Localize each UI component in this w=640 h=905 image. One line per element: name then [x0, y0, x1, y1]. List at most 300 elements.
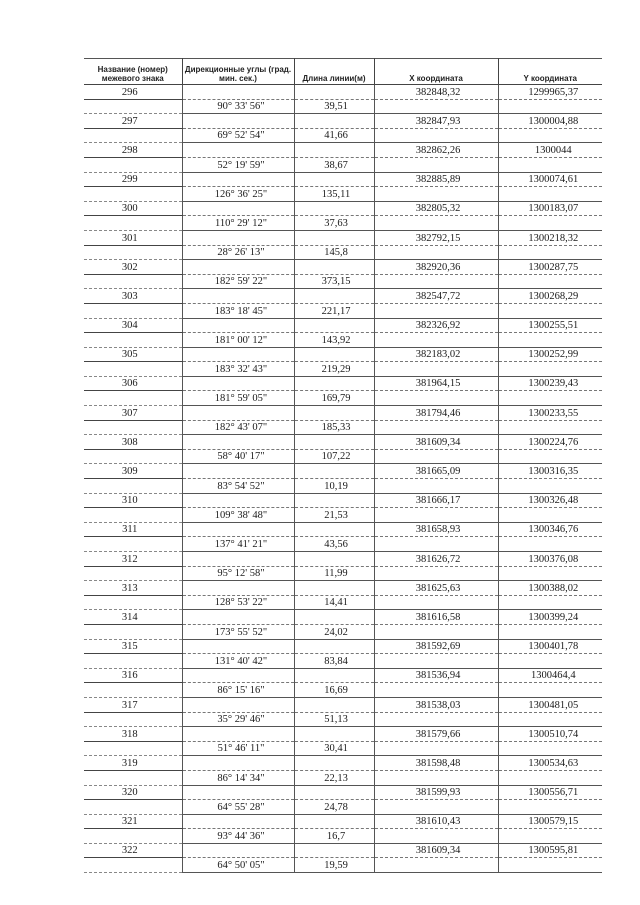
- direction-angle: 126° 36' 25": [182, 187, 294, 202]
- empty-cell: [294, 639, 374, 654]
- line-length: 10,19: [294, 479, 374, 494]
- table-row-point: [84, 114, 602, 129]
- table-row-point: [84, 230, 602, 245]
- y-coordinate: 1300401,78: [498, 639, 602, 654]
- table-row-point: [84, 697, 602, 712]
- empty-cell: [182, 464, 294, 479]
- table-row-segment: [84, 741, 602, 756]
- point-name: 310: [84, 493, 182, 508]
- table-row-segment: [84, 420, 602, 435]
- empty-cell: [374, 595, 498, 610]
- x-coordinate: 381794,46: [374, 406, 498, 421]
- direction-angle: 182° 43' 07": [182, 420, 294, 435]
- direction-angle: 131° 40' 42": [182, 654, 294, 669]
- y-coordinate: 1300556,71: [498, 785, 602, 800]
- point-name: 318: [84, 727, 182, 742]
- table-row-point: [84, 289, 602, 304]
- empty-cell: [84, 245, 182, 260]
- table-row-segment: [84, 391, 602, 406]
- empty-cell: [294, 230, 374, 245]
- empty-cell: [182, 435, 294, 450]
- point-name: 302: [84, 260, 182, 275]
- table-row-segment: [84, 449, 602, 464]
- line-length: 30,41: [294, 741, 374, 756]
- empty-cell: [374, 420, 498, 435]
- y-coordinate: 1300074,61: [498, 172, 602, 187]
- table-row-segment: [84, 303, 602, 318]
- empty-cell: [84, 391, 182, 406]
- point-name: 320: [84, 785, 182, 800]
- direction-angle: 28° 26' 13": [182, 245, 294, 260]
- point-name: 301: [84, 230, 182, 245]
- x-coordinate: 381609,34: [374, 843, 498, 858]
- x-coordinate: 382183,02: [374, 347, 498, 362]
- y-coordinate: 1300510,74: [498, 727, 602, 742]
- line-length: 16,69: [294, 683, 374, 698]
- empty-cell: [374, 479, 498, 494]
- y-coordinate: 1300481,05: [498, 697, 602, 712]
- empty-cell: [84, 829, 182, 844]
- empty-cell: [498, 333, 602, 348]
- point-name: 299: [84, 172, 182, 187]
- empty-cell: [84, 566, 182, 581]
- empty-cell: [374, 128, 498, 143]
- direction-angle: 183° 18' 45": [182, 303, 294, 318]
- boundary-coordinates-sheet: [84, 58, 602, 873]
- empty-cell: [182, 814, 294, 829]
- direction-angle: 95° 12' 58": [182, 566, 294, 581]
- table-row-point: [84, 435, 602, 450]
- x-coordinate: 381598,48: [374, 756, 498, 771]
- empty-cell: [374, 508, 498, 523]
- line-length: 143,92: [294, 333, 374, 348]
- table-row-segment: [84, 157, 602, 172]
- table-row-point: [84, 843, 602, 858]
- direction-angle: 90° 33' 56": [182, 99, 294, 114]
- empty-cell: [374, 333, 498, 348]
- line-length: 22,13: [294, 770, 374, 785]
- empty-cell: [182, 406, 294, 421]
- empty-cell: [84, 508, 182, 523]
- direction-angle: 173° 55' 52": [182, 624, 294, 639]
- x-coordinate: 381616,58: [374, 610, 498, 625]
- empty-cell: [498, 654, 602, 669]
- direction-angle: 51° 46' 11": [182, 741, 294, 756]
- header-length: Длина линии(м): [294, 59, 374, 85]
- empty-cell: [498, 683, 602, 698]
- line-length: 51,13: [294, 712, 374, 727]
- table-row-point: [84, 464, 602, 479]
- x-coordinate: 381592,69: [374, 639, 498, 654]
- line-length: 24,02: [294, 624, 374, 639]
- empty-cell: [84, 303, 182, 318]
- empty-cell: [182, 639, 294, 654]
- empty-cell: [498, 391, 602, 406]
- empty-cell: [182, 201, 294, 216]
- empty-cell: [374, 741, 498, 756]
- empty-cell: [498, 595, 602, 610]
- empty-cell: [374, 537, 498, 552]
- direction-angle: 109° 38' 48": [182, 508, 294, 523]
- line-length: 21,53: [294, 508, 374, 523]
- empty-cell: [374, 566, 498, 581]
- empty-cell: [498, 449, 602, 464]
- empty-cell: [84, 858, 182, 873]
- line-length: 135,11: [294, 187, 374, 202]
- table-row-point: [84, 318, 602, 333]
- x-coordinate: 382848,32: [374, 85, 498, 100]
- empty-cell: [294, 85, 374, 100]
- point-name: 298: [84, 143, 182, 158]
- y-coordinate: 1300268,29: [498, 289, 602, 304]
- empty-cell: [294, 464, 374, 479]
- empty-cell: [84, 770, 182, 785]
- empty-cell: [84, 187, 182, 202]
- table-row-point: [84, 260, 602, 275]
- empty-cell: [294, 347, 374, 362]
- point-name: 319: [84, 756, 182, 771]
- empty-cell: [294, 406, 374, 421]
- table-row-point: [84, 172, 602, 187]
- empty-cell: [498, 245, 602, 260]
- line-length: 219,29: [294, 362, 374, 377]
- table-row-point: [84, 668, 602, 683]
- line-length: 43,56: [294, 537, 374, 552]
- empty-cell: [84, 537, 182, 552]
- empty-cell: [374, 449, 498, 464]
- empty-cell: [374, 216, 498, 231]
- point-name: 307: [84, 406, 182, 421]
- y-coordinate: 1300346,76: [498, 522, 602, 537]
- empty-cell: [374, 362, 498, 377]
- empty-cell: [498, 303, 602, 318]
- direction-angle: 64° 50' 05": [182, 858, 294, 873]
- x-coordinate: 381599,93: [374, 785, 498, 800]
- empty-cell: [182, 347, 294, 362]
- point-name: 296: [84, 85, 182, 100]
- empty-cell: [374, 624, 498, 639]
- empty-cell: [374, 391, 498, 406]
- y-coordinate: 1300388,02: [498, 581, 602, 596]
- table-row-segment: [84, 216, 602, 231]
- empty-cell: [498, 537, 602, 552]
- table-row-point: [84, 143, 602, 158]
- empty-cell: [84, 624, 182, 639]
- y-coordinate: 1300376,08: [498, 552, 602, 567]
- empty-cell: [294, 143, 374, 158]
- table-row-segment: [84, 245, 602, 260]
- table-row-segment: [84, 624, 602, 639]
- table-row-point: [84, 522, 602, 537]
- header-angle: Дирекционные углы (град. мин. сек.): [182, 59, 294, 85]
- table-row-point: [84, 376, 602, 391]
- point-name: 308: [84, 435, 182, 450]
- y-coordinate: 1300218,32: [498, 230, 602, 245]
- empty-cell: [374, 654, 498, 669]
- empty-cell: [294, 114, 374, 129]
- point-name: 304: [84, 318, 182, 333]
- direction-angle: 64° 55' 28": [182, 800, 294, 815]
- y-coordinate: 1300255,51: [498, 318, 602, 333]
- y-coordinate: 1300595,81: [498, 843, 602, 858]
- empty-cell: [182, 143, 294, 158]
- table-row-point: [84, 785, 602, 800]
- line-length: 83,84: [294, 654, 374, 669]
- point-name: 309: [84, 464, 182, 479]
- direction-angle: 35° 29' 46": [182, 712, 294, 727]
- empty-cell: [374, 800, 498, 815]
- empty-cell: [498, 770, 602, 785]
- line-length: 14,41: [294, 595, 374, 610]
- table-row-segment: [84, 654, 602, 669]
- x-coordinate: 382805,32: [374, 201, 498, 216]
- y-coordinate: 1300252,99: [498, 347, 602, 362]
- empty-cell: [498, 858, 602, 873]
- empty-cell: [374, 683, 498, 698]
- line-length: 221,17: [294, 303, 374, 318]
- table-row-segment: [84, 187, 602, 202]
- empty-cell: [498, 741, 602, 756]
- point-name: 311: [84, 522, 182, 537]
- table-header-row: [84, 59, 602, 85]
- empty-cell: [374, 712, 498, 727]
- empty-cell: [498, 624, 602, 639]
- y-coordinate: 1300233,55: [498, 406, 602, 421]
- direction-angle: 137° 41' 21": [182, 537, 294, 552]
- header-y: Y координата: [498, 59, 602, 85]
- table-row-segment: [84, 858, 602, 873]
- empty-cell: [498, 420, 602, 435]
- x-coordinate: 381625,63: [374, 581, 498, 596]
- empty-cell: [294, 493, 374, 508]
- empty-cell: [498, 829, 602, 844]
- empty-cell: [182, 493, 294, 508]
- empty-cell: [498, 362, 602, 377]
- empty-cell: [374, 187, 498, 202]
- empty-cell: [294, 260, 374, 275]
- point-name: 300: [84, 201, 182, 216]
- empty-cell: [294, 552, 374, 567]
- point-name: 313: [84, 581, 182, 596]
- direction-angle: 128° 53' 22": [182, 595, 294, 610]
- table-row-segment: [84, 712, 602, 727]
- table-row-segment: [84, 770, 602, 785]
- direction-angle: 181° 59' 05": [182, 391, 294, 406]
- y-coordinate: 1300004,88: [498, 114, 602, 129]
- empty-cell: [182, 289, 294, 304]
- empty-cell: [84, 800, 182, 815]
- empty-cell: [182, 785, 294, 800]
- empty-cell: [84, 333, 182, 348]
- empty-cell: [182, 756, 294, 771]
- table-row-segment: [84, 362, 602, 377]
- empty-cell: [84, 99, 182, 114]
- empty-cell: [84, 449, 182, 464]
- empty-cell: [182, 522, 294, 537]
- empty-cell: [374, 829, 498, 844]
- direction-angle: 83° 54' 52": [182, 479, 294, 494]
- table-row-point: [84, 581, 602, 596]
- header-name: Название (номер) межевого знака: [84, 59, 182, 85]
- point-name: 312: [84, 552, 182, 567]
- empty-cell: [294, 435, 374, 450]
- line-length: 16,7: [294, 829, 374, 844]
- empty-cell: [84, 362, 182, 377]
- empty-cell: [182, 230, 294, 245]
- empty-cell: [182, 260, 294, 275]
- empty-cell: [294, 318, 374, 333]
- empty-cell: [84, 157, 182, 172]
- empty-cell: [498, 99, 602, 114]
- empty-cell: [84, 216, 182, 231]
- y-coordinate: 1300224,76: [498, 435, 602, 450]
- empty-cell: [84, 128, 182, 143]
- empty-cell: [84, 712, 182, 727]
- direction-angle: 69° 52' 54": [182, 128, 294, 143]
- table-row-segment: [84, 829, 602, 844]
- line-length: 19,59: [294, 858, 374, 873]
- header-x: X координата: [374, 59, 498, 85]
- empty-cell: [498, 508, 602, 523]
- empty-cell: [374, 99, 498, 114]
- empty-cell: [498, 128, 602, 143]
- empty-cell: [294, 843, 374, 858]
- line-length: 24,78: [294, 800, 374, 815]
- direction-angle: 86° 15' 16": [182, 683, 294, 698]
- direction-angle: 183° 32' 43": [182, 362, 294, 377]
- empty-cell: [374, 245, 498, 260]
- x-coordinate: 382862,26: [374, 143, 498, 158]
- direction-angle: 182° 59' 22": [182, 274, 294, 289]
- empty-cell: [498, 479, 602, 494]
- empty-cell: [294, 756, 374, 771]
- x-coordinate: 382920,36: [374, 260, 498, 275]
- table-row-point: [84, 639, 602, 654]
- point-name: 306: [84, 376, 182, 391]
- empty-cell: [84, 420, 182, 435]
- line-length: 185,33: [294, 420, 374, 435]
- direction-angle: 52° 19' 59": [182, 157, 294, 172]
- line-length: 41,66: [294, 128, 374, 143]
- line-length: 145,8: [294, 245, 374, 260]
- point-name: 315: [84, 639, 182, 654]
- x-coordinate: 382326,92: [374, 318, 498, 333]
- empty-cell: [182, 114, 294, 129]
- point-name: 316: [84, 668, 182, 683]
- x-coordinate: 381665,09: [374, 464, 498, 479]
- x-coordinate: 381610,43: [374, 814, 498, 829]
- table-row-segment: [84, 128, 602, 143]
- coordinates-table: [84, 58, 602, 873]
- point-name: 297: [84, 114, 182, 129]
- line-length: 11,99: [294, 566, 374, 581]
- y-coordinate: 1300534,63: [498, 756, 602, 771]
- empty-cell: [182, 552, 294, 567]
- table-row-point: [84, 727, 602, 742]
- empty-cell: [182, 610, 294, 625]
- empty-cell: [498, 566, 602, 581]
- empty-cell: [294, 814, 374, 829]
- table-row-segment: [84, 683, 602, 698]
- table-row-point: [84, 347, 602, 362]
- table-row-point: [84, 610, 602, 625]
- table-row-segment: [84, 274, 602, 289]
- point-name: 321: [84, 814, 182, 829]
- direction-angle: 110° 29' 12": [182, 216, 294, 231]
- direction-angle: 86° 14' 34": [182, 770, 294, 785]
- empty-cell: [182, 697, 294, 712]
- line-length: 37,63: [294, 216, 374, 231]
- y-coordinate: 1300579,15: [498, 814, 602, 829]
- empty-cell: [84, 741, 182, 756]
- y-coordinate: 1300399,24: [498, 610, 602, 625]
- point-name: 314: [84, 610, 182, 625]
- empty-cell: [182, 85, 294, 100]
- table-row-segment: [84, 508, 602, 523]
- direction-angle: 181° 00' 12": [182, 333, 294, 348]
- x-coordinate: 381658,93: [374, 522, 498, 537]
- empty-cell: [84, 654, 182, 669]
- table-row-segment: [84, 479, 602, 494]
- x-coordinate: 381538,03: [374, 697, 498, 712]
- empty-cell: [182, 318, 294, 333]
- x-coordinate: 382847,93: [374, 114, 498, 129]
- empty-cell: [294, 785, 374, 800]
- y-coordinate: 1300044: [498, 143, 602, 158]
- empty-cell: [294, 376, 374, 391]
- table-row-point: [84, 493, 602, 508]
- table-row-point: [84, 201, 602, 216]
- y-coordinate: 1300287,75: [498, 260, 602, 275]
- empty-cell: [182, 581, 294, 596]
- x-coordinate: 381579,66: [374, 727, 498, 742]
- line-length: 38,67: [294, 157, 374, 172]
- table-row-segment: [84, 595, 602, 610]
- empty-cell: [182, 172, 294, 187]
- x-coordinate: 382885,89: [374, 172, 498, 187]
- empty-cell: [498, 274, 602, 289]
- x-coordinate: 381666,17: [374, 493, 498, 508]
- table-row-point: [84, 85, 602, 100]
- y-coordinate: 1299965,37: [498, 85, 602, 100]
- empty-cell: [84, 683, 182, 698]
- direction-angle: 93° 44' 36": [182, 829, 294, 844]
- empty-cell: [498, 216, 602, 231]
- empty-cell: [294, 581, 374, 596]
- point-name: 322: [84, 843, 182, 858]
- table-body: [84, 85, 602, 873]
- point-name: 317: [84, 697, 182, 712]
- empty-cell: [294, 610, 374, 625]
- empty-cell: [374, 770, 498, 785]
- point-name: 305: [84, 347, 182, 362]
- x-coordinate: 381536,94: [374, 668, 498, 683]
- table-row-point: [84, 406, 602, 421]
- empty-cell: [84, 274, 182, 289]
- empty-cell: [182, 376, 294, 391]
- line-length: 107,22: [294, 449, 374, 464]
- y-coordinate: 1300239,43: [498, 376, 602, 391]
- empty-cell: [498, 187, 602, 202]
- line-length: 169,79: [294, 391, 374, 406]
- empty-cell: [182, 727, 294, 742]
- empty-cell: [374, 303, 498, 318]
- direction-angle: 58° 40' 17": [182, 449, 294, 464]
- empty-cell: [294, 201, 374, 216]
- empty-cell: [294, 172, 374, 187]
- empty-cell: [294, 697, 374, 712]
- empty-cell: [498, 712, 602, 727]
